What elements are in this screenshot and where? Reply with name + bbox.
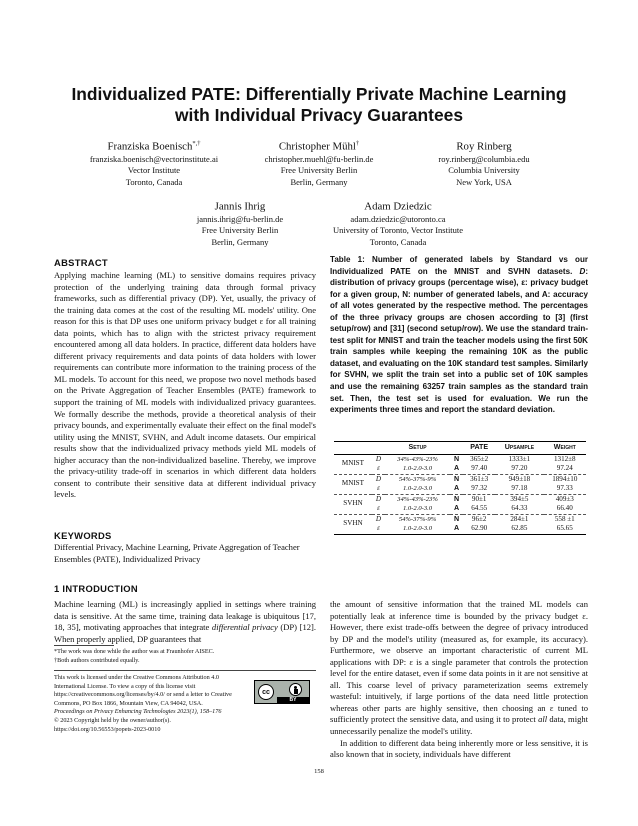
intro-text-b: (DP) [12]. When properly applied, DP guarantees that (54, 622, 316, 644)
copyright-line: © 2023 Copyright held by the owner/author(s). (54, 716, 171, 724)
introduction-text (54, 599, 316, 645)
author-block (384, 137, 584, 188)
author-location: Berlin, Germany (290, 176, 348, 187)
weight-cell: 97.24 (544, 464, 586, 474)
keywords-text: Differential Privacy, Machine Learning, Private Aggregation of Teacher Ensembles (PATE), Individualized Privacy (54, 542, 300, 564)
license-block (54, 674, 250, 734)
author-name: Jannis Ihrig (214, 200, 266, 213)
author-location: New York, USA (456, 176, 512, 187)
author-name: Roy Rinberg (456, 140, 512, 153)
right-para1-a: the amount of sensitive information that the trained ML models can potentially leak at inference time is bounded by the privacy budget ε. However, there exist trade-offs between the degree of privacy introduced by DP and the model's utility (measured as, for example, its accuracy). Furthermore, we observe an important characteristic of current ML applications with DP: ε is a single parameter that controls the protection level for the entire dataset, even if some data points in it are not sensitive at all. This coarse level of privacy parameterization seems extremely wasteful: intuitively, if large portions of the data need little protection whereas other parts are highly sensitive, then choosing an ε tuned to sufficiently protect the sensitive data, and using it to protect (330, 599, 588, 725)
cc-by-badge[interactable] (254, 680, 310, 704)
author-location: Berlin, Germany (211, 236, 269, 247)
title-line-2: with Individual Privacy Guarantees (174, 105, 463, 125)
page-number: 158 (314, 768, 324, 775)
paper-title (40, 84, 598, 126)
right-column-text (330, 599, 588, 761)
table-row (334, 484, 586, 494)
table-header-cell: PATE (463, 442, 495, 455)
footnote-1: *The work was done while the author was at Fraunhofer AISEC. (54, 648, 215, 655)
setup-cell: 34%-43%-23% (397, 455, 438, 463)
metric-label-cell: A (450, 504, 463, 514)
pate-cell: 365±2 (470, 454, 489, 463)
pate-cell: 97.40 (463, 464, 495, 474)
metric-label-cell: N (453, 474, 460, 483)
dataset-cell: SVHN (334, 514, 372, 534)
author-name: Christopher Mühl (278, 140, 356, 153)
setup-cell: 1.0-2.0-3.0 (385, 464, 450, 474)
doi-link[interactable]: https://doi.org/10.56553/popets-2023-0010 (54, 725, 161, 733)
license-text: This work is licensed under the Creative Commons Attribution 4.0 International License. To view a copy of this license visit https://creativecommons.org/licenses/by/4.0/ or send a letter to Creative Commons, PO Box 1866, Mountain View, CA 94042, USA. (54, 674, 232, 707)
author-name: Adam Dziedzic (364, 200, 432, 213)
symbol-cell: ε (372, 484, 385, 494)
table-header-cell: Upsample (495, 442, 543, 455)
upsample-cell: 284±1 (510, 514, 529, 523)
abstract-text: Applying machine learning (ML) to sensitive domains requires privacy protection of the underlying training data through formal privacy frameworks, such as differential privacy (DP). Yet, usually, the privacy of the training data comes at the cost of the resulting ML models' utility. One reason for this is that DP uses one uniform privacy budget ε for all training data points, which has to align with the strictest privacy requirement encountered among all data holders. In practice, different data holders have different privacy requirements and data points of data holders with lower requirements can contribute more information to the training process of the ML models. To account for this need, we propose two novel methods based on the Private Aggregation of Teacher Ensembles (PATE) framework to support the training of ML models with individualized privacy guarantees. We formally describe the methods, provide a theoretical analysis of their privacy bounds, and experimentally evaluate their effect on the final model's utility using the MNIST, SVHN, and Adult income datasets. Our empirical results show that the individualized privacy methods yield ML models of higher accuracy than the non-individualized baseline. Thereby, we improve the privacy-utility trade-off in scenarios in which different data holders consent to contribute their sensitive data at different individual privacy levels. (54, 270, 316, 500)
table-row (334, 524, 586, 534)
symbol-cell: D (375, 494, 382, 503)
table-row (334, 474, 586, 484)
table-header-cell (372, 442, 385, 455)
author-email[interactable]: adam.dziedzic@utoronto.ca (350, 213, 446, 224)
author-email[interactable]: jannis.ihrig@fu-berlin.de (196, 213, 284, 224)
setup-cell: 1.0-2.0-3.0 (385, 524, 450, 534)
table-header-cell: Setup (385, 442, 450, 455)
caption-text-a: Table 1: Number of generated labels by Standard vs our Individualized PATE on the MNIST and SVHN datasets. (330, 255, 588, 276)
pate-cell: 90±1 (471, 494, 487, 503)
caption-text-b: : distribution of privacy groups (percentage wise), ε: privacy budget for a given group, N: number of generated labels, and A: accuracy of all votes generated by the respective method. The percentages of the three privacy groups are chosen according to [3] (first setup/row) and [31] (second setup/row). We use the standard train-test split for MNIST and train the teacher models using the first 50K train samples while keeping the remaining 10K as the public dataset, and evaluating on the 10K standard test samples. Similarly for SVHN, we split the train set into a public set of 10K samples and use the remaining 63257 train samples as the standard train set. Then, the test set is used for evaluation. We run the experiments three times and report the standard deviation. (330, 266, 588, 415)
weight-cell: 1894±10 (552, 474, 578, 483)
pate-cell: 361±3 (470, 474, 489, 483)
dataset-cell: MNIST (334, 474, 372, 494)
upsample-cell: 1333±1 (508, 454, 531, 463)
upsample-cell: 64.33 (495, 504, 543, 514)
table-caption (330, 254, 588, 416)
setup-cell: 1.0-2.0-3.0 (385, 484, 450, 494)
author-affiliation: University of Toronto, Vector Institute (332, 225, 464, 236)
intro-text-a: Machine learning (ML) is increasingly applied in settings where training data is sensitive. At the same time, training data leakage is ubiquitous [17, 18, 35], motivating approaches that integrate (54, 599, 316, 633)
table-row (334, 504, 586, 514)
footnote-rule (54, 645, 114, 646)
metric-label-cell: A (450, 484, 463, 494)
metric-label-cell: A (450, 464, 463, 474)
table-header-cell (334, 442, 372, 455)
abstract-heading: ABSTRACT (54, 257, 108, 268)
intro-text-emphasis: differential privacy (211, 622, 278, 633)
symbol-cell: ε (372, 464, 385, 474)
footnotes (54, 648, 316, 665)
setup-cell: 54%-37%-9% (398, 475, 437, 483)
pate-cell: 62.90 (463, 524, 495, 534)
proceedings-line: Proceedings on Privacy Enhancing Technologies 2023(1), 158–176 (54, 708, 222, 716)
setup-cell: 1.0-2.0-3.0 (385, 504, 450, 514)
license-rule (54, 670, 316, 671)
author-block (298, 197, 498, 248)
right-para1-b: data, might unnecessarily penalize the model's utility. (330, 714, 588, 737)
weight-cell: 1312±8 (553, 454, 576, 463)
introduction-heading: 1 INTRODUCTION (54, 583, 138, 594)
dataset-cell: SVHN (334, 494, 372, 514)
author-email[interactable]: roy.rinberg@columbia.edu (438, 153, 530, 164)
author-affiliation: Free University Berlin (280, 165, 358, 176)
dataset-cell: MNIST (334, 454, 372, 474)
keywords-heading: KEYWORDS (54, 530, 112, 541)
symbol-cell: ε (372, 504, 385, 514)
weight-cell: 65.65 (544, 524, 586, 534)
author-email[interactable]: christopher.muehl@fu-berlin.de (264, 153, 374, 164)
weight-cell: 409±3 (555, 494, 574, 503)
table-row (334, 514, 586, 524)
author-email[interactable]: franziska.boenisch@vectorinstitute.ai (89, 153, 219, 164)
caption-d-symbol: D (579, 266, 586, 276)
metric-label-cell: A (450, 524, 463, 534)
weight-cell: 66.40 (544, 504, 586, 514)
title-line-1: Individualized PATE: Differentially Private Machine Learning (71, 84, 567, 104)
pate-cell: 96±2 (471, 514, 487, 523)
table-header-row (334, 442, 586, 455)
weight-cell: 97.33 (544, 484, 586, 494)
author-affiliation: Free University Berlin (201, 225, 279, 236)
upsample-cell: 949±18 (508, 474, 531, 483)
upsample-cell: 97.18 (495, 484, 543, 494)
symbol-cell: ε (372, 524, 385, 534)
by-label: BY (289, 697, 297, 703)
upsample-cell: 62.85 (495, 524, 543, 534)
author-location: Toronto, Canada (125, 176, 183, 187)
pate-cell: 97.32 (463, 484, 495, 494)
metric-label-cell: N (453, 494, 460, 503)
results-table (334, 441, 586, 535)
symbol-cell: D (375, 474, 382, 483)
author-affiliation: Vector Institute (127, 165, 181, 176)
upsample-cell: 394±5 (510, 494, 529, 503)
table-row (334, 464, 586, 474)
author-marks: † (355, 140, 360, 147)
pate-cell: 64.55 (463, 504, 495, 514)
symbol-cell: D (375, 454, 382, 463)
symbol-cell: D (375, 514, 382, 523)
weight-cell: 558 ±1 (554, 514, 575, 523)
table-header-cell: Weight (544, 442, 586, 455)
by-person-icon (289, 683, 302, 696)
table-header-cell (450, 442, 463, 455)
author-name: Franziska Boenisch (107, 140, 193, 153)
footnote-2: †Both authors contributed equally. (54, 656, 140, 664)
metric-label-cell: N (453, 514, 460, 523)
table-row (334, 494, 586, 504)
right-para1-emphasis: all (538, 714, 548, 725)
cc-icon: cc (258, 684, 274, 700)
right-para2: In addition to different data being inherently more or less sensitive, it is also known that in society, individuals have different (330, 737, 588, 760)
metric-label-cell: N (453, 454, 460, 463)
author-location: Toronto, Canada (369, 236, 427, 247)
setup-cell: 54%-37%-9% (398, 515, 437, 523)
table-row (334, 454, 586, 464)
setup-cell: 34%-43%-23% (397, 495, 438, 503)
upsample-cell: 97.20 (495, 464, 543, 474)
author-marks: *,† (192, 140, 201, 147)
author-affiliation: Columbia University (448, 165, 520, 176)
